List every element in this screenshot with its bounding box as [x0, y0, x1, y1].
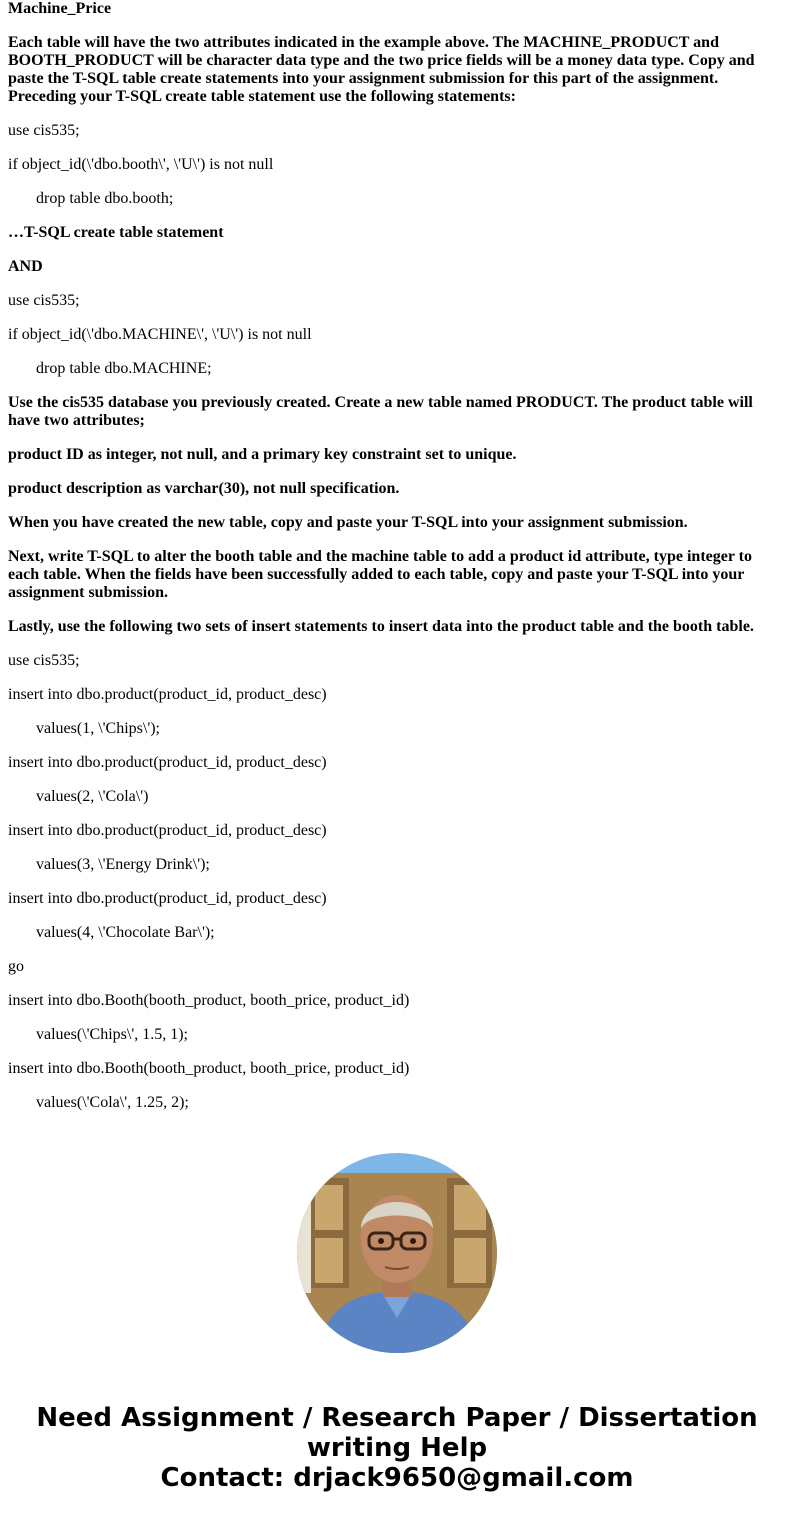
code-drop-machine: drop table dbo.MACHINE;	[36, 360, 212, 377]
code-drop-booth: drop table dbo.booth;	[36, 190, 174, 207]
document-body	[8, 0, 778, 1128]
footer-banner	[0, 1403, 794, 1493]
insert-booth-1: insert into dbo.Booth(booth_product, booth_price, product_id)	[8, 992, 410, 1009]
footer-contact[interactable]: Contact: drjack9650@gmail.com	[160, 1463, 634, 1493]
code-if-machine: if object_id(\'dbo.MACHINE\', \'U\') is not null	[8, 326, 312, 343]
code-use-2: use cis535;	[8, 292, 80, 309]
copy-paragraph: When you have created the new table, copy and paste your T-SQL into your assignment submission.	[8, 514, 688, 531]
values-product-2: values(2, \'Cola\')	[36, 788, 149, 805]
footer-line-2: writing Help	[306, 1433, 488, 1463]
insert-product-3: insert into dbo.product(product_id, product_desc)	[8, 822, 327, 839]
insert-product-4: insert into dbo.product(product_id, product_desc)	[8, 890, 327, 907]
lastly-paragraph: Lastly, use the following two sets of insert statements to insert data into the product table and the booth table.	[8, 618, 754, 635]
insert-product-1: insert into dbo.product(product_id, product_desc)	[8, 686, 327, 703]
product-paragraph: Use the cis535 database you previously created. Create a new table named PRODUCT. The product table will have two attributes;	[8, 394, 753, 429]
insert-booth-2: insert into dbo.Booth(booth_product, booth_price, product_id)	[8, 1060, 410, 1077]
values-product-3: values(3, \'Energy Drink\');	[36, 856, 210, 873]
author-portrait-image	[297, 1153, 497, 1353]
go-statement: go	[8, 958, 24, 975]
values-booth-2: values(\'Cola\', 1.25, 2);	[36, 1094, 189, 1111]
tsql-create-note: …T-SQL create table statement	[8, 224, 224, 241]
product-id-paragraph: product ID as integer, not null, and a primary key constraint set to unique.	[8, 446, 517, 463]
alter-paragraph: Next, write T-SQL to alter the booth table and the machine table to add a product id attribute, type integer to each table. When the fields have been successfully added to each table, copy and paste your T-SQL into your assignment submission.	[8, 548, 752, 601]
top-heading: Machine_Price	[8, 0, 112, 17]
insert-product-2: insert into dbo.product(product_id, product_desc)	[8, 754, 327, 771]
code-if-booth: if object_id(\'dbo.booth\', \'U\') is not null	[8, 156, 274, 173]
footer-line-1: Need Assignment / Research Paper / Dissertation	[36, 1403, 758, 1433]
code-use-1: use cis535;	[8, 122, 80, 139]
author-avatar	[297, 1153, 497, 1353]
values-booth-1: values(\'Chips\', 1.5, 1);	[36, 1026, 188, 1043]
values-product-1: values(1, \'Chips\');	[36, 720, 160, 737]
code-use-3: use cis535;	[8, 652, 80, 669]
and-label: AND	[8, 258, 43, 275]
values-product-4: values(4, \'Chocolate Bar\');	[36, 924, 215, 941]
product-desc-paragraph: product description as varchar(30), not null specification.	[8, 480, 400, 497]
intro-paragraph: Each table will have the two attributes indicated in the example above. The MACHINE_PRODUCT and BOOTH_PRODUCT will be character data type and the two price fields will be a money data type. Copy and paste the T-SQL table create statements into your assignment submission for this part of the assignment. Preceding your T-SQL create table statement use the following statements:	[8, 34, 755, 105]
